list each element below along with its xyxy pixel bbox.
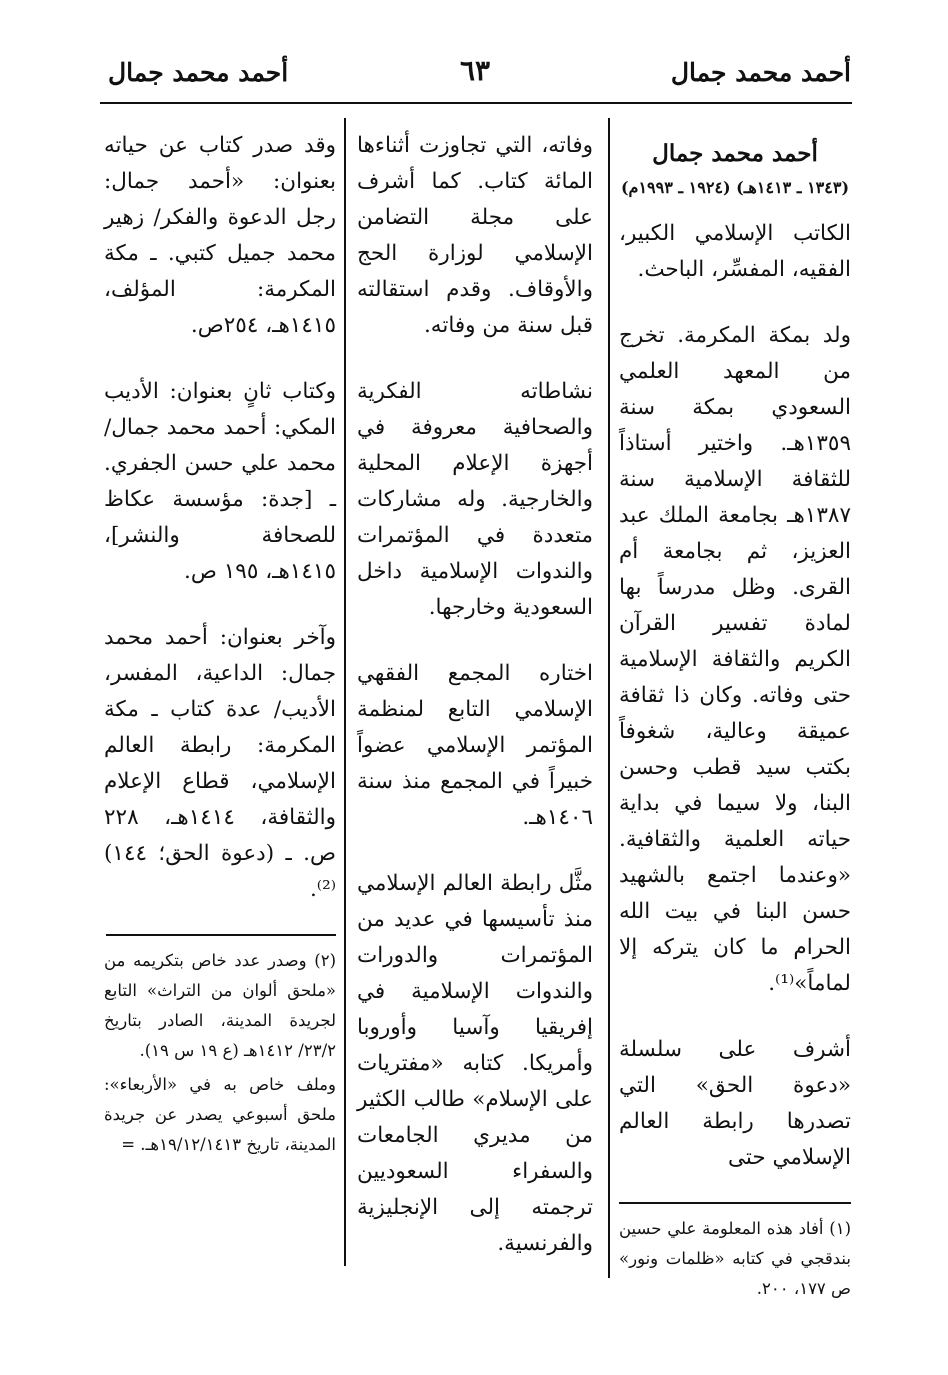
footnote: (١) أفاد هذه المعلومة علي حسين بندقجي في كتابه «ظلمات ونور» ص ١٧٧، ٢٠٠. [619,1219,851,1298]
footnote: وملف خاص به في «الأربعاء»: ملحق أسبوعي يصدر عن جريدة المدينة، تاريخ ١٩/١٢/١٤١٣هـ. = [104,1075,336,1154]
paragraph: الكاتب الإسلامي الكبير، الفقيه، المفسِّر، الباحث. [619,221,851,282]
paragraph: وفاته، التي تجاوزت أثناءها المائة كتاب. كما أشرف على مجلة التضامن الإسلامي لوزارة الحج والأوقاف. وقدم استقالته قبل سنة من وفاته. [357,133,593,338]
entry-dates: (١٣٤٣ ـ ١٤١٣هـ) (١٩٢٤ ـ ١٩٩٣م) [620,178,850,197]
paragraph: مثَّل رابطة العالم الإسلامي منذ تأسيسها في عديد من المؤتمرات والدورات والندوات الإسلامية في إفريقيا وآسيا وأوروبا وأمريكا. كتابه «مفتريات على الإسلام» طالب الكثير من مديري الجامعات والسفراء السعوديين ترجمته إلى الإنجليزية والفرنسية. [357,871,593,1256]
footnote: (٢) وصدر عدد خاص بتكريمه من «ملحق ألوان من التراث» التابع لجريدة المدينة، الصادر بتاريخ ٢٣/٢/ ١٤١٢هـ (ع ١٩ س ١٩). [104,951,336,1060]
paragraph: أشرف على سلسلة «دعوة الحق» التي تصدرها رابطة العالم الإسلامي حتى [619,1037,851,1170]
right-column [619,128,851,1308]
header-rule [100,102,852,104]
column-divider-right [608,118,610,1278]
paragraph: ولد بمكة المكرمة. تخرج من المعهد العلمي السعودي بمكة سنة ١٣٥٩هـ. واختير أستاذاً للثقافة الإسلامية سنة ١٣٨٧هـ بجامعة الملك عبد العزيز، ثم بجامعة أم القرى. وظل مدرساً بها لمادة تفسير القرآن الكريم والثقافة الإسلامية حتى وفاته. وكان ذا ثقافة عميقة وعالية، شغوفاً بكتب سيد قطب وحسن البنا، ولا سيما في بداية حياته العلمية والثقافية. «وعندما اجتمع بالشهيد حسن البنا في بيت الله الحرام ما كان يتركه إلا لماماً»⁽¹⁾. [619,323,851,996]
footnote-rule [619,1202,851,1204]
paragraph: نشاطاته الفكرية والصحافية معروفة في أجهزة الإعلام المحلية والخارجية. وله مشاركات متعددة في المؤتمرات والندوات الإسلامية داخل السعودية وخارجها. [357,379,593,620]
column-divider-left [344,118,346,1266]
running-header-left: أحمد محمد جمال [108,58,289,87]
running-header-right: أحمد محمد جمال [670,58,851,87]
middle-column [357,128,593,1292]
left-column [104,128,336,1164]
paragraph: وكتاب ثانٍ بعنوان: الأديب المكي: أحمد محمد جمال/ محمد علي حسن الجفري. ـ [جدة: مؤسسة عكاظ للصحافة والنشر]، ١٤١٥هـ، ١٩٥ ص. [104,379,336,584]
page-number: ٦٣ [460,54,491,87]
entry-title: أحمد محمد جمال [652,140,818,167]
paragraph: وآخر بعنوان: أحمد محمد جمال: الداعية، المفسر، الأديب/ عدة كتاب ـ مكة المكرمة: رابطة العالم الإسلامي، قطاع الإعلام والثقافة، ١٤١٤هـ، ٢٢٨ ص. ـ (دعوة الحق؛ ١٤٤)⁽²⁾. [104,625,336,902]
footnote-rule [106,934,336,936]
paragraph: اختاره المجمع الفقهي الإسلامي التابع لمنظمة المؤتمر الإسلامي عضواً خبيراً في المجمع منذ سنة ١٤٠٦هـ. [357,661,593,830]
paragraph: وقد صدر كتاب عن حياته بعنوان: «أحمد جمال: رجل الدعوة والفكر/ زهير محمد جميل كتبي. ـ مكة المكرمة: المؤلف، ١٤١٥هـ، ٢٥٤ص. [104,133,336,338]
